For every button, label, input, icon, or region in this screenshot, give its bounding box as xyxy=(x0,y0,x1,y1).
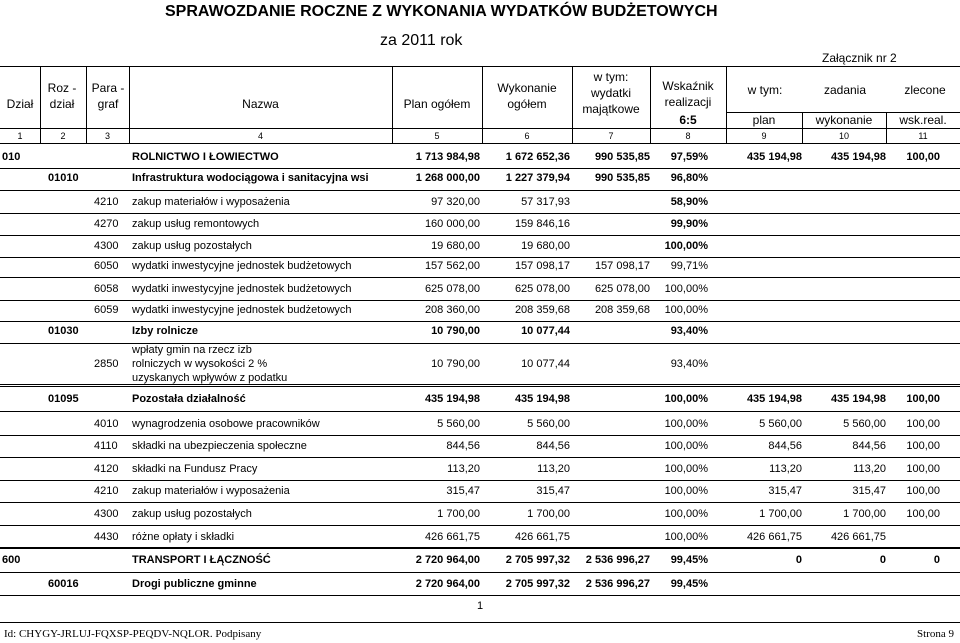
cell-plan: 1 268 000,00 xyxy=(415,172,480,184)
cell-maj: 990 535,85 xyxy=(594,172,650,184)
cell-plan: 113,20 xyxy=(447,463,480,475)
cell-plan: 426 661,75 xyxy=(424,531,480,543)
cell-wsk: 96,80% xyxy=(670,172,708,184)
col-header-wykonanie2: wykonanie xyxy=(815,113,873,127)
cell-wyk: 1 227 379,94 xyxy=(505,172,570,184)
col-header-wsk2: wsk.real. xyxy=(899,113,947,127)
row-separator xyxy=(0,257,960,258)
cell-nazwa: zakup materiałów i wyposażenia xyxy=(132,485,290,497)
cell-plan: 97 320,00 xyxy=(431,196,480,208)
cell-paragraf: 4210 xyxy=(94,485,119,497)
cell-wsk: 100,00% xyxy=(664,304,708,316)
col-header-wykonanie: Wykonanie ogółem xyxy=(497,81,557,111)
cell-plan: 10 790,00 xyxy=(431,325,480,337)
cell-nazwa: Infrastruktura wodociągowa i sanitacyjna wsi xyxy=(132,172,369,184)
cell-z-wsk: 100,00 xyxy=(906,393,940,405)
col-header-rozdzial: Roz - dział xyxy=(47,81,77,111)
row-separator xyxy=(0,480,960,481)
col-header-paragraf: Para - graf xyxy=(91,81,125,111)
cell-nazwa: ROLNICTWO I ŁOWIECTWO xyxy=(132,151,279,163)
row-separator xyxy=(0,168,960,169)
cell-z-plan: 426 661,75 xyxy=(746,531,802,543)
row-separator xyxy=(0,213,960,214)
cell-paragraf: 4110 xyxy=(94,440,118,452)
cell-nazwa: składki na ubezpieczenia społeczne xyxy=(132,440,307,452)
cell-rozdzial: 01010 xyxy=(48,172,79,184)
cell-nazwa: wydatki inwestycyjne jednostek budżetowych xyxy=(132,283,352,295)
cell-paragraf: 6058 xyxy=(94,283,119,295)
cell-maj: 990 535,85 xyxy=(594,151,650,163)
col-header-zlecone: zlecone xyxy=(904,83,946,97)
col-number: 7 xyxy=(608,131,614,141)
report-title: SPRAWOZDANIE ROCZNE Z WYKONANIA WYDATKÓW BUDŻETOWYCH xyxy=(165,3,718,20)
cell-wyk: 113,20 xyxy=(537,463,570,475)
cell-wsk: 93,40% xyxy=(670,358,708,370)
cell-nazwa: Pozostała działalność xyxy=(132,393,246,405)
cell-z-plan: 113,20 xyxy=(769,463,802,475)
col-header-plan: Plan ogółem xyxy=(403,97,471,111)
cell-wsk: 99,45% xyxy=(670,578,708,590)
cell-paragraf: 4270 xyxy=(94,218,119,230)
report-subtitle: za 2011 rok xyxy=(380,32,463,49)
cell-nazwa: Izby rolnicze xyxy=(132,325,199,337)
cell-wyk: 157 098,17 xyxy=(514,260,570,272)
col-number: 10 xyxy=(838,131,849,141)
cell-nazwa: Drogi publiczne gminne xyxy=(132,578,257,590)
cell-nazwa: wydatki inwestycyjne jednostek budżetowych xyxy=(132,260,352,272)
row-separator xyxy=(0,548,960,549)
cell-wyk: 625 078,00 xyxy=(514,283,570,295)
row-separator xyxy=(0,277,960,278)
row-separator xyxy=(0,411,960,412)
cell-nazwa: zakup materiałów i wyposażenia xyxy=(132,196,290,208)
cell-paragraf: 4430 xyxy=(94,531,119,543)
cell-wsk: 100,00% xyxy=(664,393,708,405)
cell-nazwa: TRANSPORT I ŁĄCZNOŚĆ xyxy=(132,554,271,566)
cell-paragraf: 4210 xyxy=(94,196,119,208)
footer-id: Id: CHYGY-JRLUJ-FQXSP-PEQDV-NQLOR. Podpisany xyxy=(4,628,262,640)
footer-page: Strona 9 xyxy=(917,628,954,640)
row-separator xyxy=(0,457,960,458)
header-bottom-line xyxy=(0,128,960,129)
col-number: 5 xyxy=(434,131,440,141)
cell-nazwa: wydatki inwestycyjne jednostek budżetowych xyxy=(132,304,352,316)
col-number: 11 xyxy=(918,131,928,141)
cell-wsk: 99,71% xyxy=(670,260,708,272)
cell-z-plan: 1 700,00 xyxy=(759,508,802,520)
cell-z-wyk: 0 xyxy=(879,554,886,566)
cell-z-wsk: 100,00 xyxy=(906,151,940,163)
cell-plan: 208 360,00 xyxy=(424,304,480,316)
cell-z-wyk: 1 700,00 xyxy=(843,508,886,520)
cell-wyk: 5 560,00 xyxy=(527,418,570,430)
cell-plan: 435 194,98 xyxy=(424,393,480,405)
cell-nazwa: zakup usług remontowych xyxy=(132,218,260,230)
cell-z-wyk: 435 194,98 xyxy=(830,393,886,405)
cell-maj: 208 359,68 xyxy=(594,304,650,316)
cell-wyk: 1 672 652,36 xyxy=(505,151,570,163)
cell-z-plan: 315,47 xyxy=(768,485,802,497)
cell-plan: 160 000,00 xyxy=(424,218,480,230)
cell-wyk: 435 194,98 xyxy=(514,393,570,405)
cell-wsk: 100,00% xyxy=(664,531,708,543)
cell-wyk: 10 077,44 xyxy=(521,358,570,370)
cell-wyk: 844,56 xyxy=(536,440,570,452)
cell-paragraf: 6050 xyxy=(94,260,119,272)
section-divider xyxy=(0,547,960,548)
cell-wsk: 100,00% xyxy=(664,283,708,295)
cell-z-plan: 5 560,00 xyxy=(759,418,802,430)
row-separator xyxy=(0,321,960,322)
cell-paragraf: 4120 xyxy=(94,463,119,475)
cell-nazwa: różne opłaty i składki xyxy=(132,531,235,543)
cell-z-wyk: 844,56 xyxy=(852,440,886,452)
col-header-formula: 6:5 xyxy=(679,113,697,127)
cell-dzial: 010 xyxy=(2,151,21,163)
cell-wyk: 10 077,44 xyxy=(521,325,570,337)
row-separator xyxy=(0,595,960,596)
cell-wyk: 1 700,00 xyxy=(527,508,570,520)
cell-wyk: 2 705 997,32 xyxy=(505,578,570,590)
cell-paragraf: 2850 xyxy=(94,358,119,370)
cell-paragraf: 4010 xyxy=(94,418,119,430)
cell-z-plan: 844,56 xyxy=(768,440,802,452)
cell-wyk: 208 359,68 xyxy=(514,304,570,316)
cell-z-wsk: 100,00 xyxy=(906,463,940,475)
cell-plan: 157 562,00 xyxy=(424,260,480,272)
row-separator xyxy=(0,525,960,526)
cell-z-plan: 435 194,98 xyxy=(746,393,802,405)
cell-wyk: 2 705 997,32 xyxy=(505,554,570,566)
cell-wsk: 99,90% xyxy=(670,218,708,230)
cell-wsk: 100,00% xyxy=(664,418,708,430)
annex-label: Załącznik nr 2 xyxy=(822,51,897,65)
numbers-bottom-line xyxy=(0,143,960,144)
cell-wyk: 19 680,00 xyxy=(521,240,570,252)
col-header-plan2: plan xyxy=(752,113,776,127)
cell-maj: 2 536 996,27 xyxy=(585,554,650,566)
col-number: 3 xyxy=(104,131,110,141)
col-number: 4 xyxy=(257,131,263,141)
cell-maj: 2 536 996,27 xyxy=(585,578,650,590)
row-separator xyxy=(0,384,960,385)
cell-z-wsk: 100,00 xyxy=(906,418,940,430)
cell-z-plan: 435 194,98 xyxy=(746,151,802,163)
col-number: 6 xyxy=(524,131,530,141)
cell-wsk: 93,40% xyxy=(670,325,708,337)
cell-nazwa: wynagrodzenia osobowe pracowników xyxy=(132,418,320,430)
cell-rozdzial: 60016 xyxy=(48,578,79,590)
cell-wsk: 100,00% xyxy=(664,240,708,252)
cell-wsk: 100,00% xyxy=(664,508,708,520)
cell-plan: 5 560,00 xyxy=(437,418,480,430)
cell-paragraf: 4300 xyxy=(94,240,119,252)
cell-wsk: 97,59% xyxy=(670,151,708,163)
cell-plan: 315,47 xyxy=(446,485,480,497)
cell-plan: 2 720 964,00 xyxy=(415,578,480,590)
cell-wyk: 57 317,93 xyxy=(521,196,570,208)
col-header-nazwa: Nazwa xyxy=(242,97,279,111)
cell-z-wyk: 113,20 xyxy=(853,463,886,475)
cell-wsk: 100,00% xyxy=(664,485,708,497)
cell-z-plan: 0 xyxy=(795,554,802,566)
page-number: 1 xyxy=(476,600,484,612)
cell-z-wyk: 435 194,98 xyxy=(830,151,886,163)
cell-nazwa: zakup usług pozostałych xyxy=(132,240,252,252)
row-separator xyxy=(0,300,960,301)
cell-z-wsk: 100,00 xyxy=(906,485,940,497)
cell-wyk: 159 846,16 xyxy=(514,218,570,230)
col-header-majatkowe: w tym: wydatki majątkowe xyxy=(582,70,640,116)
cell-paragraf: 6059 xyxy=(94,304,119,316)
col-number: 8 xyxy=(685,131,691,141)
col-number: 1 xyxy=(17,131,23,141)
cell-rozdzial: 01030 xyxy=(48,325,79,337)
cell-plan: 1 700,00 xyxy=(437,508,480,520)
cell-wsk: 58,90% xyxy=(670,196,708,208)
row-separator xyxy=(0,235,960,236)
section-divider xyxy=(0,386,960,387)
col-header-wskaznik: Wskaźnik realizacji xyxy=(662,79,714,109)
cell-plan: 2 720 964,00 xyxy=(415,554,480,566)
cell-paragraf: 4300 xyxy=(94,508,119,520)
cell-maj: 625 078,00 xyxy=(594,283,650,295)
cell-plan: 625 078,00 xyxy=(424,283,480,295)
cell-z-wyk: 5 560,00 xyxy=(843,418,886,430)
row-separator xyxy=(0,435,960,436)
cell-z-wsk: 0 xyxy=(933,554,940,566)
row-separator xyxy=(0,502,960,503)
cell-dzial: 600 xyxy=(2,554,21,566)
cell-nazwa: wpłaty gmin na rzecz izb rolniczych w wysokości 2 % uzyskanych wpływów z podatku xyxy=(132,344,288,384)
cell-wyk: 426 661,75 xyxy=(514,531,570,543)
cell-z-wyk: 426 661,75 xyxy=(830,531,886,543)
cell-plan: 844,56 xyxy=(446,440,480,452)
col-header-zadania: zadania xyxy=(823,83,867,97)
cell-wsk: 100,00% xyxy=(664,440,708,452)
col-header-dzial: Dział xyxy=(6,97,34,111)
footer-line xyxy=(0,622,960,623)
col-number: 9 xyxy=(761,131,767,141)
cell-plan: 1 713 984,98 xyxy=(415,151,480,163)
cell-z-wsk: 100,00 xyxy=(906,508,940,520)
cell-z-wyk: 315,47 xyxy=(852,485,886,497)
cell-nazwa: zakup usług pozostałych xyxy=(132,508,252,520)
header-top-line xyxy=(0,66,960,67)
cell-z-wsk: 100,00 xyxy=(906,440,940,452)
cell-nazwa: składki na Fundusz Pracy xyxy=(132,463,258,475)
section-divider xyxy=(0,572,960,573)
cell-plan: 19 680,00 xyxy=(431,240,480,252)
col-header-w-tym: w tym: xyxy=(747,83,783,97)
cell-plan: 10 790,00 xyxy=(431,358,480,370)
row-separator xyxy=(0,190,960,191)
cell-wsk: 100,00% xyxy=(664,463,708,475)
cell-wyk: 315,47 xyxy=(536,485,570,497)
cell-maj: 157 098,17 xyxy=(594,260,650,272)
cell-rozdzial: 01095 xyxy=(48,393,79,405)
col-number: 2 xyxy=(60,131,66,141)
cell-wsk: 99,45% xyxy=(670,554,708,566)
